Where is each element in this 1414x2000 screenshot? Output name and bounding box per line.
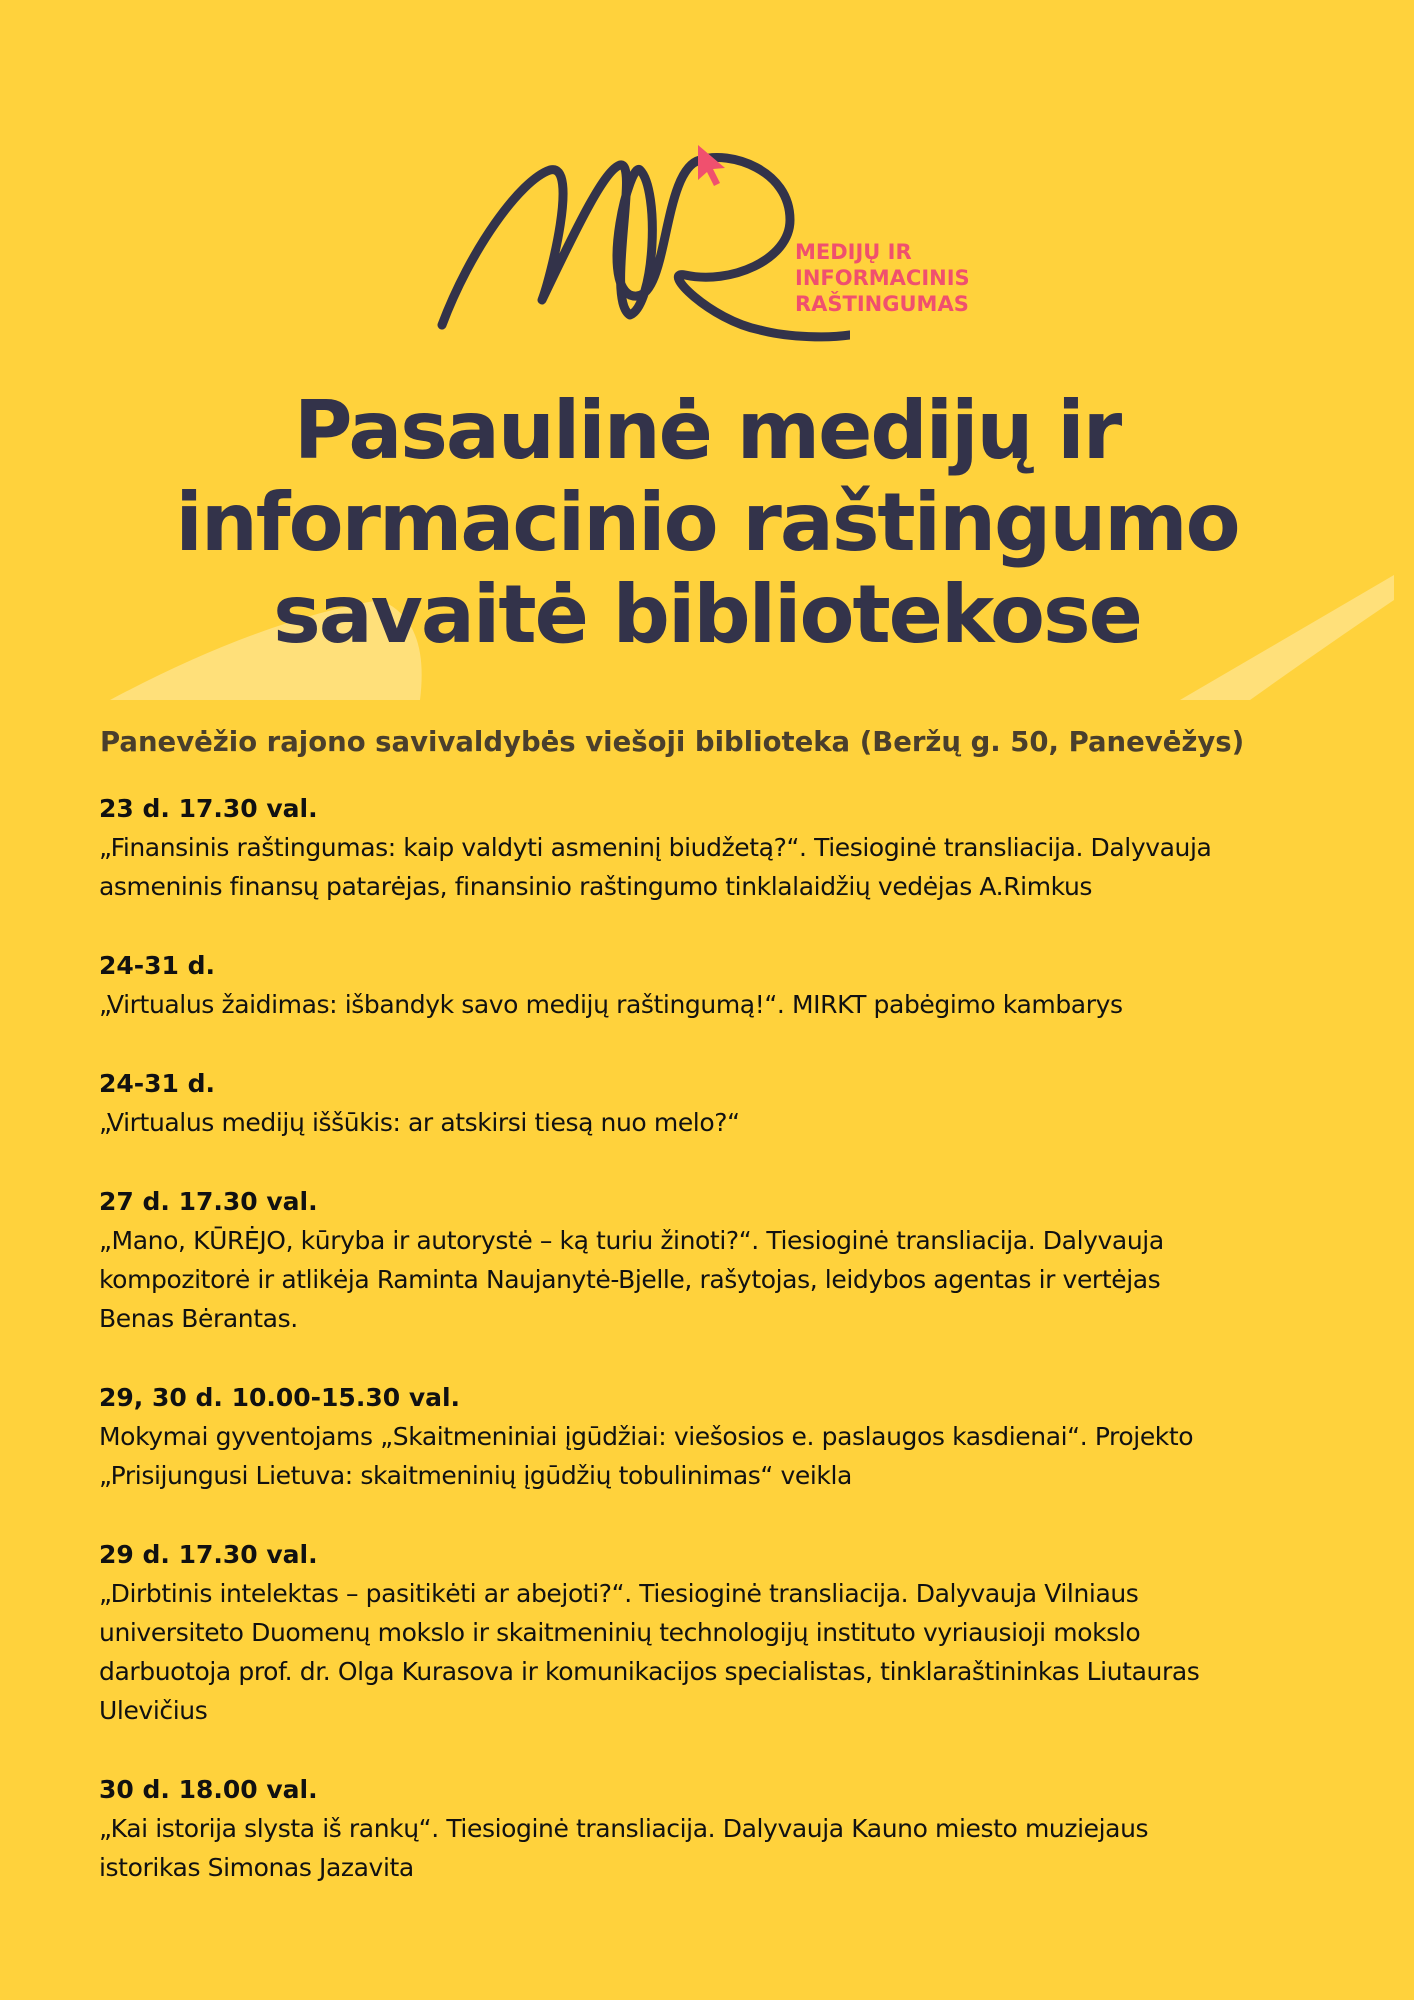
event-list [99, 789, 1339, 1927]
event-description: istorikas Simonas Jazavita [99, 1853, 414, 1882]
logo-wordmark [795, 239, 970, 317]
event-date: 23 d. 17.30 val. [99, 794, 318, 823]
logo-mir [430, 110, 850, 350]
event-description: asmeninis finansų patarėjas, finansinio raštingumo tinklalaidžių vedėjas A.Rimkus [99, 872, 1093, 901]
page-title [100, 385, 1314, 661]
event-description: Ulevičius [99, 1696, 208, 1725]
event-description: „Prisijungusi Lietuva: skaitmeninių įgūdžių tobulinimas“ veikla [99, 1461, 852, 1490]
event-date: 24-31 d. [99, 951, 216, 980]
page-title-line: informacinio raštingumo [175, 476, 1239, 569]
page-title-line: Pasaulinė medijų ir [293, 384, 1121, 477]
event-description: kompozitorė ir atlikėja Raminta Naujanytė-Bjelle, rašytojas, leidybos agentas ir vertėjas [99, 1265, 1161, 1294]
event-description: Benas Bėrantas. [99, 1304, 298, 1333]
event-item [99, 1378, 1339, 1495]
event-item [99, 1770, 1339, 1887]
event-item [99, 946, 1339, 1024]
event-description: „Kai istorija slysta iš rankų“. Tiesioginė transliacija. Dalyvauja Kauno miesto muziejaus [99, 1814, 1149, 1843]
logo-wordmark-line: MEDIJŲ IR [795, 240, 912, 264]
library-heading: Panevėžio rajono savivaldybės viešoji biblioteka (Beržų g. 50, Panevėžys) [100, 726, 1245, 758]
event-description: Mokymai gyventojams „Skaitmeniniai įgūdžiai: viešosios e. paslaugos kasdienai“. Projekto [99, 1422, 1194, 1451]
event-description: „Finansinis raštingumas: kaip valdyti asmeninį biudžetą?“. Tiesioginė transliacija. Dalyvauja [99, 833, 1212, 862]
event-item [99, 1535, 1339, 1730]
event-description: darbuotoja prof. dr. Olga Kurasova ir komunikacijos specialistas, tinklaraštininkas Liutauras [99, 1657, 1200, 1686]
event-date: 24-31 d. [99, 1069, 216, 1098]
event-item [99, 789, 1339, 906]
page-title-line: savaitė bibliotekose [273, 568, 1141, 661]
logo-script-mark [442, 158, 850, 337]
event-description: „Mano, KŪRĖJO, kūryba ir autorystė – ką turiu žinoti?“. Tiesioginė transliacija. Dalyvauja [99, 1226, 1164, 1255]
cursor-icon [698, 145, 725, 186]
event-description: „Virtualus medijų iššūkis: ar atskirsi tiesą nuo melo?“ [99, 1108, 740, 1137]
event-description: „Virtualus žaidimas: išbandyk savo medijų raštingumą!“. MIRKT pabėgimo kambarys [99, 990, 1123, 1019]
logo-wordmark-line: RAŠTINGUMAS [795, 292, 969, 316]
logo-wordmark-line: INFORMACINIS [795, 266, 970, 290]
event-item [99, 1064, 1339, 1142]
event-date: 30 d. 18.00 val. [99, 1775, 318, 1804]
event-date: 29, 30 d. 10.00-15.30 val. [99, 1383, 461, 1412]
event-date: 27 d. 17.30 val. [99, 1187, 318, 1216]
event-item [99, 1182, 1339, 1338]
event-date: 29 d. 17.30 val. [99, 1540, 318, 1569]
event-description: „Dirbtinis intelektas – pasitikėti ar abejoti?“. Tiesioginė transliacija. Dalyvauja Vilniaus [99, 1579, 1139, 1608]
event-description: universiteto Duomenų mokslo ir skaitmeninių technologijų instituto vyriausioji mokslo [99, 1618, 1141, 1647]
